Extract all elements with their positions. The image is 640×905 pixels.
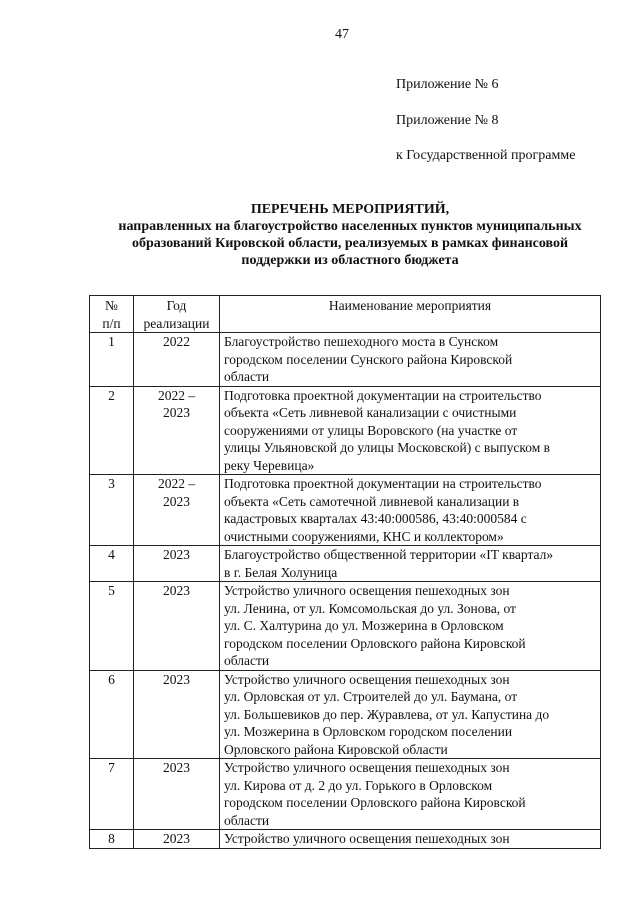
title-line: направленных на благоустройство населенных пунктов муниципальных — [118, 219, 582, 234]
row-name-line: городском поселении Орловского района Кировской — [224, 635, 526, 651]
row-number: 5 — [90, 582, 134, 671]
table-row — [90, 546, 601, 582]
table-row — [90, 386, 601, 475]
row-name-line: сооружениями от улицы Воровского (на участке от — [224, 422, 518, 438]
row-number: 1 — [90, 333, 134, 387]
table-header-row — [90, 296, 601, 333]
row-year-line: 2023 — [163, 671, 190, 687]
row-year-line: 2023 — [163, 547, 190, 562]
row-name — [220, 546, 601, 582]
row-year — [134, 546, 220, 582]
header-number-line: п/п — [102, 315, 121, 331]
row-name-line: городском поселении Орловского района Кировской — [224, 795, 526, 810]
row-name-line: Орловского района Кировской области — [224, 741, 448, 757]
row-name-line: Устройство уличного освещения пешеходных зон — [224, 760, 510, 775]
row-number: 3 — [90, 475, 134, 546]
attachment-label-8: Приложение № 8 — [396, 113, 499, 128]
table-row — [90, 475, 601, 546]
measures-table — [89, 295, 601, 849]
attachment-label-6: Приложение № 6 — [396, 77, 499, 92]
row-year-line: 2022 – — [157, 476, 196, 491]
document-title — [60, 201, 640, 269]
title-line: образований Кировской области, реализуемых в рамках финансовой — [131, 236, 569, 251]
row-name-line: Устройство уличного освещения пешеходных зон — [224, 583, 510, 598]
row-name-line: улицы Ульяновской до улицы Московской) с выпуском в — [224, 440, 551, 455]
row-name-line: Подготовка проектной документации на строительство — [224, 476, 542, 491]
row-name-line: Устройство уличного освещения пешеходных зон — [224, 671, 510, 687]
row-number: 4 — [90, 546, 134, 582]
row-year-line: 2022 – — [157, 387, 196, 403]
row-year-line: 2023 — [163, 405, 190, 420]
row-name — [220, 759, 601, 830]
row-name-line: городском поселении Сунского района Кировской — [224, 351, 513, 367]
row-name-line: реку Черевица» — [224, 457, 315, 473]
row-name-line: области — [224, 812, 270, 828]
row-name-line: ул. Кирова от д. 2 до ул. Горького в Орловском — [224, 777, 493, 793]
table-row — [90, 759, 601, 830]
header-name: Наименование мероприятия — [220, 296, 601, 333]
row-number: 8 — [90, 830, 134, 849]
row-name — [220, 582, 601, 671]
page-number: 47 — [335, 27, 349, 42]
row-name-line: кадастровых кварталах 43:40:000586, 43:40:000584 с — [224, 511, 527, 526]
row-year — [134, 830, 220, 849]
row-number: 6 — [90, 670, 134, 759]
row-name-line: Устройство уличного освещения пешеходных зон — [224, 831, 510, 846]
row-name-line: Благоустройство общественной территории «IT квартал» — [224, 547, 554, 562]
row-name-line: ул. Мозжерина в Орловском городском поселении — [224, 724, 513, 739]
table-row — [90, 670, 601, 759]
row-name-line: ул. Большевиков до пер. Журавлева, от ул. Капустина до — [224, 706, 550, 722]
row-year-line: 2023 — [163, 583, 190, 598]
row-year-line: 2023 — [163, 831, 190, 846]
title-line: ПЕРЕЧЕНЬ МЕРОПРИЯТИЙ, — [250, 202, 450, 217]
header-number-line: № — [105, 298, 118, 313]
table-row — [90, 582, 601, 671]
row-name — [220, 475, 601, 546]
row-name — [220, 830, 601, 849]
attachment-program-label: к Государственной программе — [396, 148, 576, 163]
row-name-line: объекта «Сеть самотечной ливневой канализации в — [224, 493, 520, 509]
table-row — [90, 333, 601, 387]
row-name-line: объекта «Сеть ливневой канализации с очистными — [224, 405, 517, 420]
row-name-line: ул. Орловская от ул. Строителей до ул. Баумана, от — [224, 689, 518, 704]
row-name-line: очистными сооружениями, КНС и коллектором» — [224, 528, 504, 544]
row-year-line: 2022 — [163, 334, 190, 349]
title-line: поддержки из областного бюджета — [241, 253, 459, 268]
header-year-line: реализации — [143, 315, 210, 331]
row-name — [220, 386, 601, 475]
row-number: 2 — [90, 386, 134, 475]
row-name-line: в г. Белая Холуница — [224, 564, 338, 580]
row-year — [134, 386, 220, 475]
header-year — [134, 296, 220, 333]
table-row — [90, 830, 601, 849]
row-name-line: области — [224, 653, 270, 668]
row-number: 7 — [90, 759, 134, 830]
row-name-line: ул. Ленина, от ул. Комсомольская до ул. Зонова, от — [224, 600, 516, 616]
row-name-line: ул. С. Халтурина до ул. Мозжерина в Орловском — [224, 618, 504, 633]
row-year — [134, 475, 220, 546]
row-year — [134, 759, 220, 830]
row-year — [134, 670, 220, 759]
row-name — [220, 333, 601, 387]
row-year-line: 2023 — [163, 493, 190, 509]
row-year — [134, 333, 220, 387]
row-name-line: области — [224, 369, 270, 384]
header-year-line: Год — [166, 298, 187, 313]
header-number — [90, 296, 134, 333]
row-name-line: Подготовка проектной документации на строительство — [224, 387, 542, 403]
row-year-line: 2023 — [163, 760, 190, 775]
row-name — [220, 670, 601, 759]
row-year — [134, 582, 220, 671]
row-name-line: Благоустройство пешеходного моста в Сунском — [224, 334, 499, 349]
